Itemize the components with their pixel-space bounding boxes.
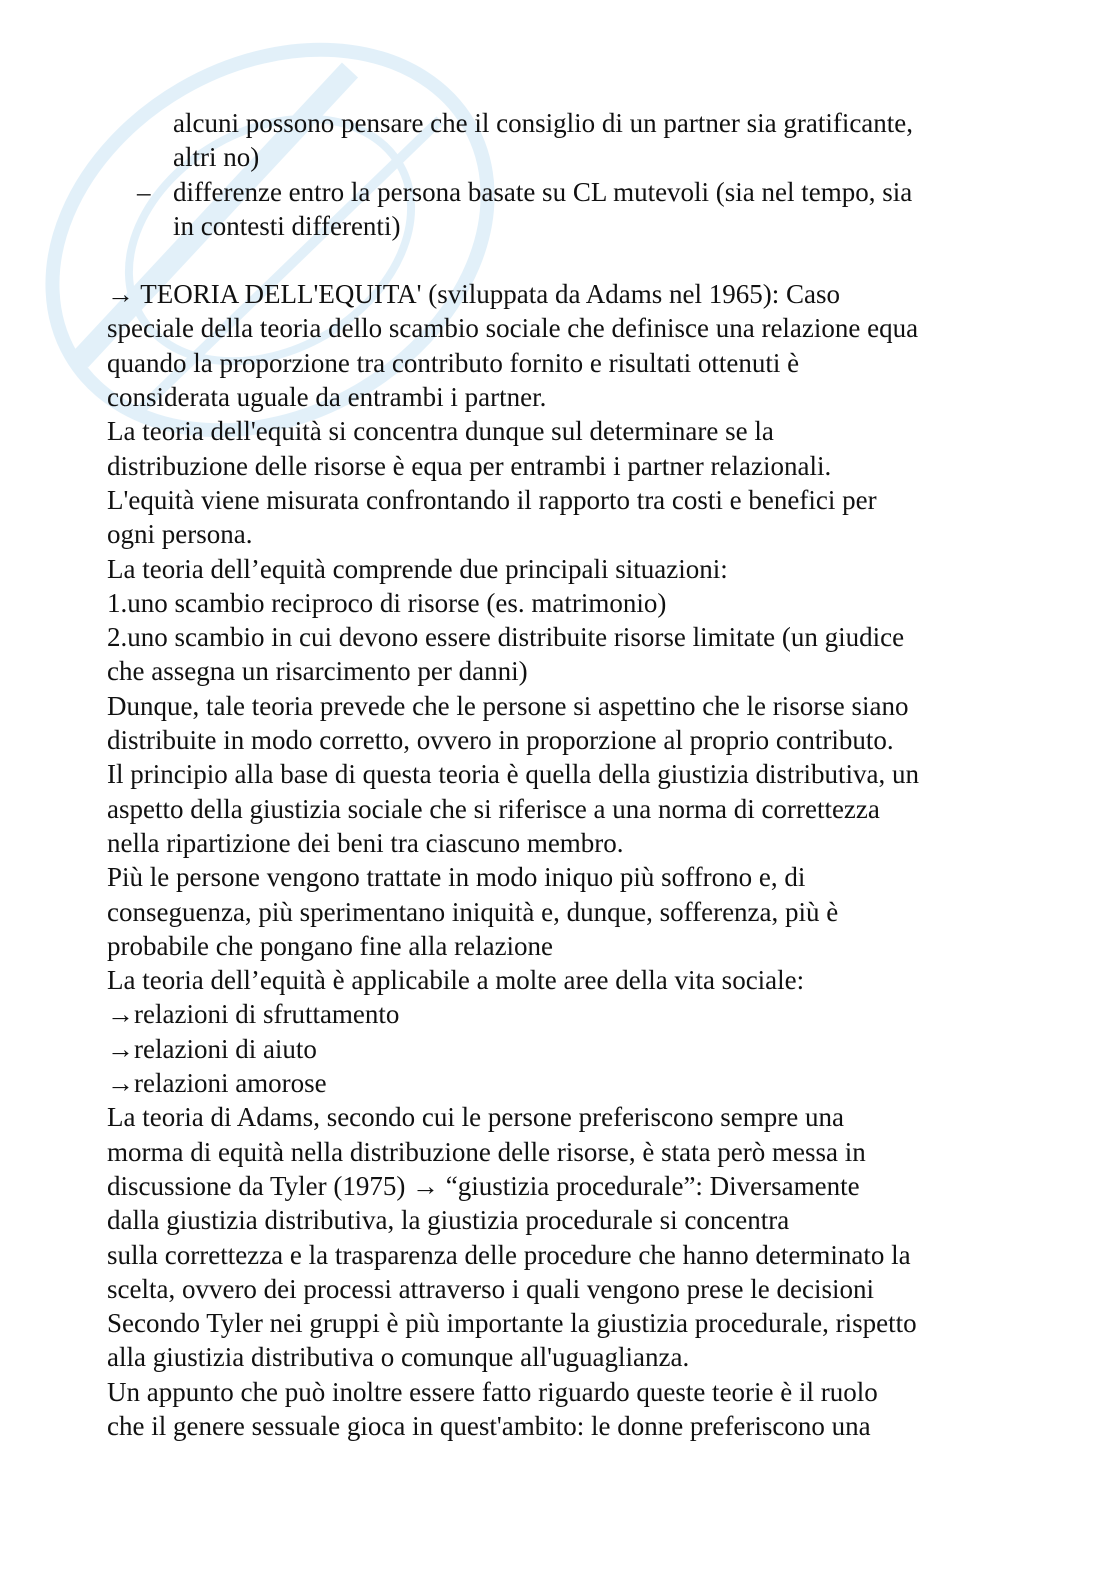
- arrow-list-item: →relazioni di aiuto: [107, 1033, 317, 1064]
- list-item-text: differenze entro la persona basate su CL mutevoli (sia nel tempo, sia in contesti differenti): [173, 176, 913, 241]
- numbered-item: 1.uno scambio reciproco di risorse (es. matrimonio): [107, 587, 667, 618]
- paragraph-equity-theory: → TEORIA DELL'EQUITA' (sviluppata da Adams nel 1965): Caso speciale della teoria dello scambio sociale che definisce una relazione equa quando la proporzione tra contributo fornito e risultati ottenuti è considerata uguale da entrambi i partner.: [107, 279, 919, 413]
- list-item: [107, 175, 1012, 244]
- paragraph: Più le persone vengono trattate in modo iniquo più soffrono e, di conseguenza, più sperimentano iniquità e, dunque, sofferenza, più è probabile che pongano fine alla relazione: [107, 862, 839, 961]
- paragraph: Un appunto che può inoltre essere fatto riguardo queste teorie è il ruolo che il genere sessuale gioca in quest'ambito: le donne preferiscono una: [107, 1376, 878, 1441]
- paragraph-procedural-justice: La teoria di Adams, secondo cui le persone preferiscono sempre una morma di equità nella distribuzione delle risorse, è stata però messa in discussione da Tyler (1975) → “giustizia procedurale”: Diversamente dalla giustizia distributiva, la giustizia procedurale si concentra sulla correttezza e la trasparenza delle procedure che hanno determinato la scelta, ovvero dei processi attraverso i quali vengono prese le decisioni: [107, 1102, 911, 1304]
- bullet-list: [107, 106, 1012, 243]
- paragraph: Il principio alla base di questa teoria è quella della giustizia distributiva, un aspetto della giustizia sociale che si riferisce a una norma di correttezza nella ripartizione dei beni tra ciascuno membro.: [107, 759, 920, 858]
- numbered-item: 2.uno scambio in cui devono essere distribuite risorse limitate (un giudice che assegna un risarcimento per danni): [107, 622, 905, 687]
- document-page: [107, 106, 1012, 1443]
- paragraph: La teoria dell’equità comprende due principali situazioni:: [107, 553, 728, 584]
- dash-bullet-icon: –: [137, 176, 151, 207]
- list-item-text: alcuni possono pensare che il consiglio di un partner sia gratificante, altri no): [173, 108, 914, 173]
- list-item-continuation: [107, 106, 1012, 175]
- arrow-list: [107, 997, 1012, 1100]
- arrow-list-item: →relazioni di sfruttamento: [107, 999, 400, 1030]
- paragraph: L'equità viene misurata confrontando il rapporto tra costi e benefici per ogni persona.: [107, 484, 877, 550]
- arrow-list-item: →relazioni amorose: [107, 1068, 327, 1099]
- paragraph: La teoria dell'equità si concentra dunque sul determinare se la distribuzione delle risorse è equa per entrambi i partner relazionali.: [107, 416, 832, 481]
- paragraph: La teoria dell’equità è applicabile a molte aree della vita sociale:: [107, 965, 805, 996]
- paragraph: Dunque, tale teoria prevede che le persone si aspettino che le risorse siano distribuite in modo corretto, ovvero in proporzione al proprio contributo.: [107, 690, 909, 756]
- paragraph: Secondo Tyler nei gruppi è più importante la giustizia procedurale, rispetto alla giustizia distributiva o comunque all'uguaglianza.: [107, 1308, 917, 1373]
